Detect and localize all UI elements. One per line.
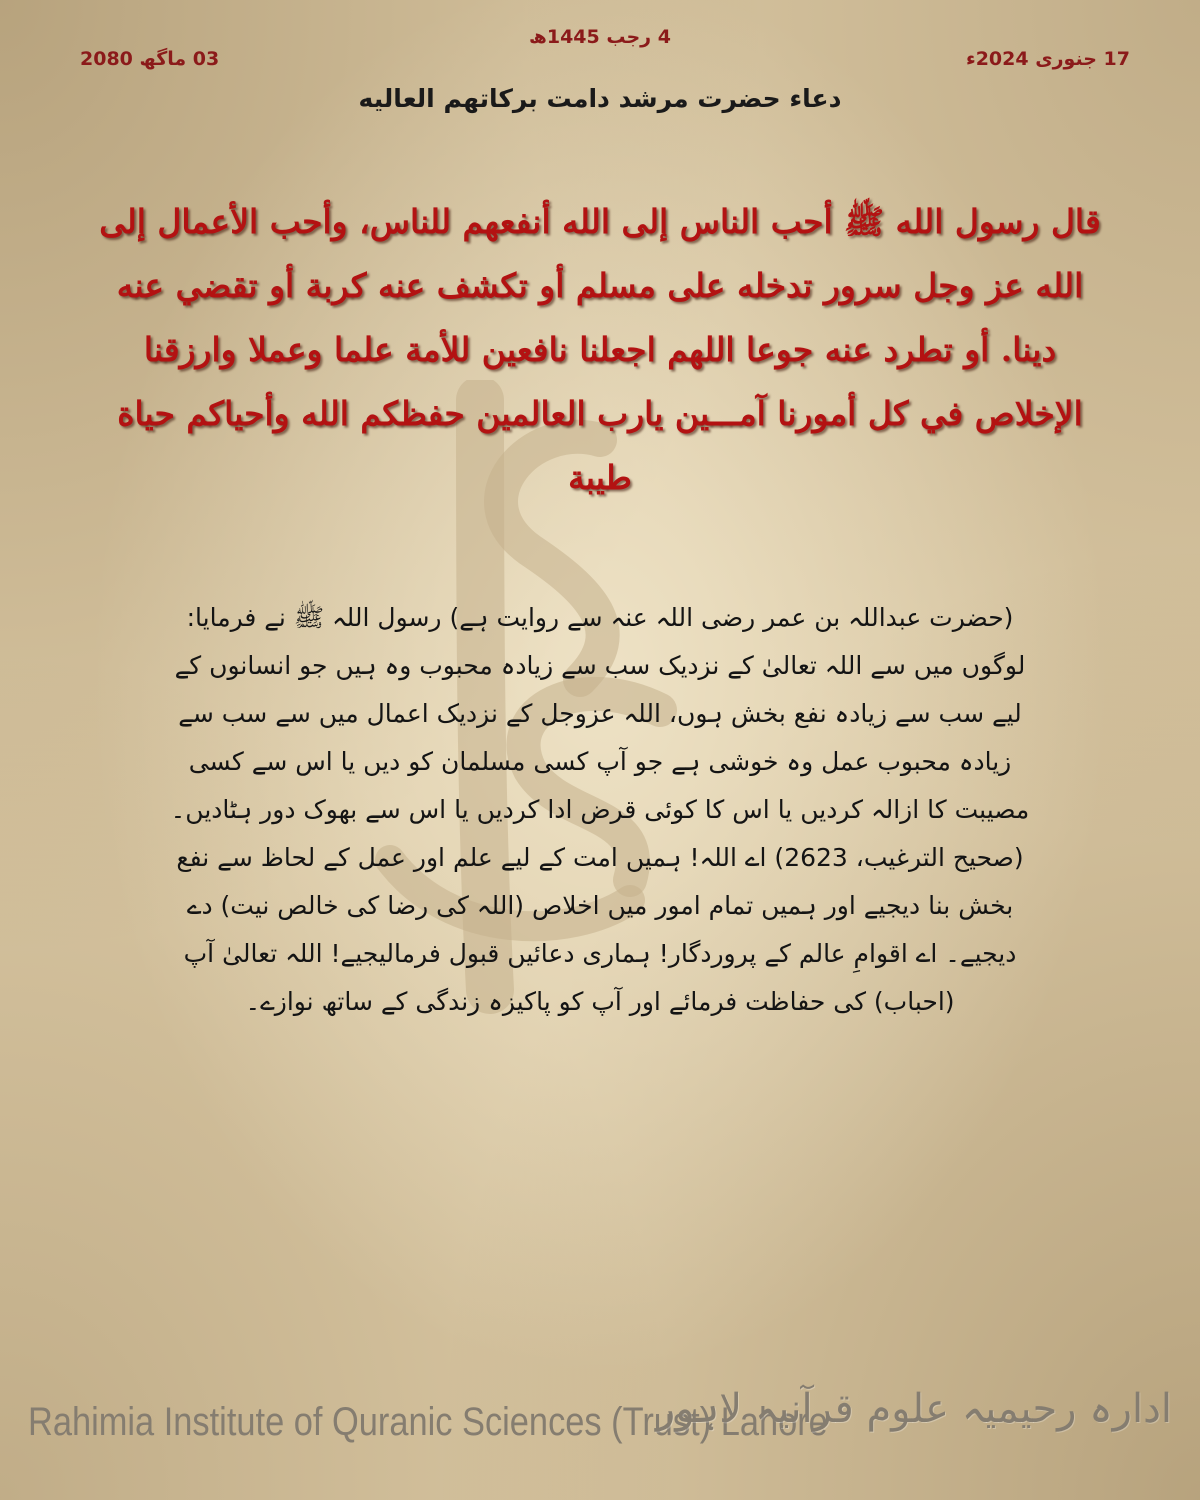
hijri-date: 4 رجب 1445ھ [529,26,671,48]
page-title: دعاء حضرت مرشد دامت برکاتھم العالیه [358,84,842,113]
institute-name-urdu-logo: ادارہ رحیمیہ علوم قرآنیہ لاہور [655,1386,1172,1432]
arabic-hadith-text: قال رسول الله ﷺ أحب الناس إلى الله أنفعهم للناس، وأحب الأعمال إلى الله عز وجل سرور تدخله على مسلم أو تكشف عنه كربة أو تقضي عنه دينا. أو تطرد عنه جوعا اللهم اجعلنا نافعين للأمة علما وعملا وارزقنا الإخلاص في كل أمورنا آمـــين يارب العالمين حفظكم الله وأحياكم حياة طيبة [99,202,1101,497]
urdu-translation-text: (حضرت عبداللہ بن عمر رضی اللہ عنہ سے روایت ہے) رسول اللہ ﷺ نے فرمایا: لوگوں میں سے اللہ تعالیٰ کے نزدیک سب سے زیادہ محبوب وہ ہیں جو انسانوں کے لیے سب سے زیادہ نفع بخش ہوں، اللہ عزوجل کے نزدیک اعمال میں سے سب سے زیادہ محبوب عمل وہ خوشی ہے جو آپ کسی مسلمان کو دیں یا اس سے کسی مصیبت کا ازالہ کردیں یا اس کا کوئی قرض ادا کردیں یا اس سے بھوک دور ہٹادیں۔ (صحیح الترغیب، 2623) اے اللہ! ہمیں امت کے لیے علم اور عمل کے لحاظ سے نفع بخش بنا دیجیے اور ہمیں تمام امور میں اخلاص (اللہ کی رضا کی خالص نیت) دے دیجیے۔ اے اقوامِ عالم کے پروردگار! ہماری دعائیں قبول فرمالیجیے! اللہ تعالیٰ آپ (احباب) کی حفاظت فرمائے اور آپ کو پاکیزہ زندگی کے ساتھ نوازے۔ [170,603,1030,1016]
bikrami-date: 03 ماگھ 2080 [80,48,220,70]
institute-name-english: Rahimia Institute of Quranic Sciences (Trust) Lahore [28,1400,828,1444]
gregorian-date: 17 جنوری 2024ء [965,48,1130,70]
